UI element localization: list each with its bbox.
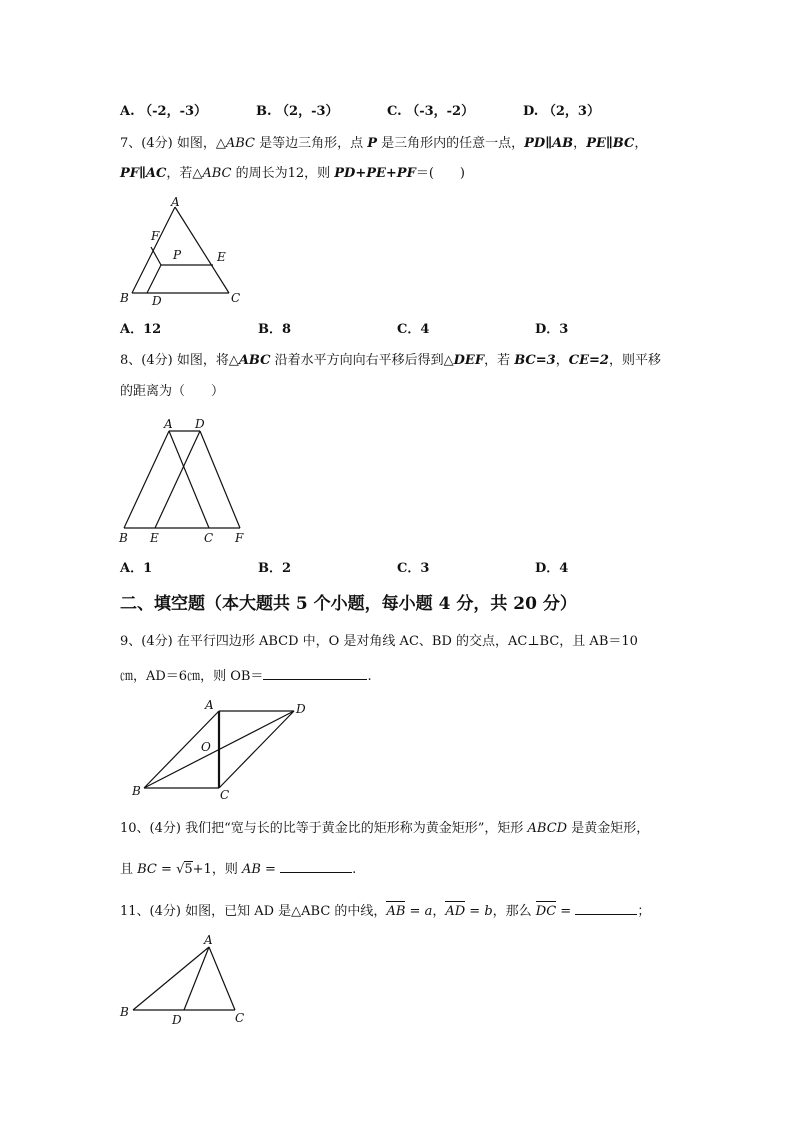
q9-stem-line2: ㎝，AD＝6㎝，则 OB＝ .	[120, 665, 372, 686]
q8-label-a: A	[164, 417, 173, 431]
q8-translation-figure	[113, 412, 258, 547]
q8-option-d[interactable]: D．4	[535, 561, 569, 576]
q7-option-c[interactable]: C．4	[397, 322, 430, 337]
q9-label-c: C	[220, 788, 230, 802]
q9-label-o: O	[201, 740, 211, 754]
q7-label-d: D	[152, 294, 162, 308]
q7-stem-line1: 7、(4分) 如图，△ABC 是等边三角形，点 P 是三角形内的任意一点，PD∥AB，PE∥BC，	[120, 136, 648, 151]
q7-option-b[interactable]: B．8	[258, 322, 292, 337]
q7-option-d[interactable]: D．3	[535, 322, 569, 337]
q8-option-c[interactable]: C．3	[397, 561, 430, 576]
q6-option-d[interactable]: D. （2，3）	[523, 104, 600, 119]
q7-label-e: E	[217, 250, 226, 264]
q9-parallelogram-figure	[128, 695, 318, 805]
q10-stem-line1: 10、(4分) 我们把“宽与长的比等于黄金比的矩形称为黄金矩形”，矩形 ABCD 是黄金矩形，	[120, 821, 650, 836]
q8-label-c: C	[204, 531, 214, 545]
q11-answer-blank[interactable]	[575, 900, 637, 915]
q7-label-p: P	[173, 248, 182, 262]
q7-stem-line2: PF∥AC，若△ABC 的周长为12，则 PD+PE+PF＝( )	[120, 166, 465, 181]
vector-dc: DC	[535, 904, 557, 919]
q8-label-e: E	[150, 531, 159, 545]
q8-stem-line1: 8、(4分) 如图，将△ABC 沿着水平方向向右平移后得到△DEF，若 BC=3，CE=2，则平移	[120, 353, 661, 368]
q9-label-b: B	[132, 784, 141, 798]
q8-option-b[interactable]: B．2	[258, 561, 292, 576]
q8-label-b: B	[119, 531, 128, 545]
q7-triangle-figure	[115, 195, 255, 310]
q8-label-f: F	[235, 531, 244, 545]
q7-label-a: A	[171, 195, 180, 209]
q8-option-a[interactable]: A．1	[120, 561, 153, 576]
q11-label-c: C	[235, 1011, 245, 1025]
vector-ab: AB	[386, 904, 406, 919]
sqrt-symbol: √	[176, 862, 185, 877]
q11-stem: 11、(4分) 如图，已知 AD 是△ABC 的中线，AB = a，AD = b，那么 DC = ；	[120, 900, 650, 921]
q11-label-b: B	[120, 1005, 129, 1019]
q8-stem-line2: 的距离为（ ）	[120, 384, 225, 399]
q10-stem-line2: 且 BC = √5+1，则 AB = .	[120, 858, 356, 879]
q11-triangle-figure	[115, 930, 255, 1030]
q7-label-f: F	[151, 229, 160, 243]
q7-option-a[interactable]: A．12	[120, 322, 162, 337]
q8-label-d: D	[195, 417, 205, 431]
q11-label-a: A	[204, 933, 213, 947]
q9-answer-blank[interactable]	[263, 665, 367, 680]
q9-stem-line1: 9、(4分) 在平行四边形 ABCD 中，O 是对角线 AC、BD 的交点，AC⊥BC，且 AB＝10	[120, 634, 638, 649]
q9-label-a: A	[205, 698, 214, 712]
q6-option-a[interactable]: A. （-2，-3）	[120, 104, 208, 119]
q7-label-b: B	[120, 291, 129, 305]
q7-label-c: C	[231, 291, 241, 305]
q11-label-d: D	[172, 1013, 182, 1027]
q6-option-c[interactable]: C. （-3，-2）	[387, 104, 475, 119]
q10-answer-blank[interactable]	[280, 858, 352, 873]
section-2-title: 二、填空题（本大题共 5 个小题，每小题 4 分，共 20 分）	[120, 594, 577, 614]
vector-ad: AD	[445, 904, 466, 919]
q9-label-d: D	[296, 702, 306, 716]
q6-option-b[interactable]: B. （2，-3）	[256, 104, 339, 119]
